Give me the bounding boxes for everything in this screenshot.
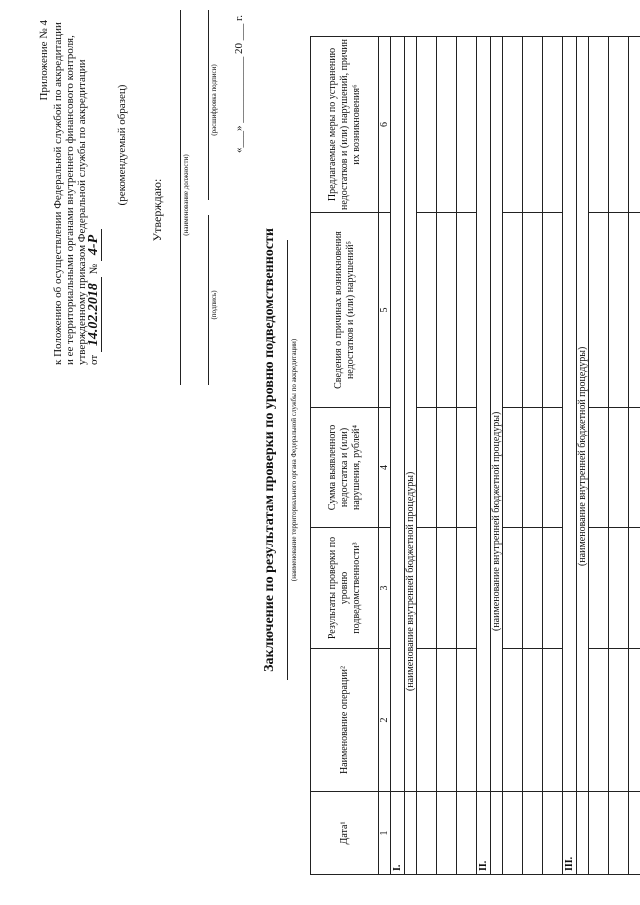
table-cell xyxy=(503,213,523,408)
document-title: Заключение по результатам проверки по уровню подведомственности xyxy=(262,228,277,672)
table-cell xyxy=(589,37,609,213)
table-cell xyxy=(437,213,457,408)
table-cell xyxy=(503,408,523,528)
table-cell xyxy=(629,213,640,408)
signature-caption: (подпись) xyxy=(210,290,218,320)
position-caption: (наименование должности) xyxy=(182,154,190,236)
section-1-caption: (наименование внутренней бюджетной процедуры) xyxy=(405,37,417,792)
table-cell xyxy=(589,408,609,528)
table-row xyxy=(629,37,640,875)
name-caption: (расшифровка подписи) xyxy=(210,64,218,136)
appendix-line-2: и ее территориальными органами внутреннего финансового контроля, xyxy=(64,35,76,365)
table-cell xyxy=(589,792,609,875)
table-cell xyxy=(417,408,437,528)
table-cell xyxy=(457,213,477,408)
col-amount-header: Сумма выявленного недостатка и (или) нарушения, рублей⁴ xyxy=(311,408,379,528)
table-cell xyxy=(457,37,477,213)
table-cell xyxy=(543,528,563,649)
handwritten-number: 4-Р xyxy=(86,229,102,261)
table-cell xyxy=(437,37,457,213)
table-cell xyxy=(417,213,437,408)
approval-title: Утверждаю: xyxy=(150,178,164,242)
table-cell xyxy=(629,792,640,875)
col-number-4: 4 xyxy=(379,408,391,528)
org-caption: (наименование территориального органа Федеральной службы по аккредитации) xyxy=(290,338,298,582)
table-cell xyxy=(629,408,640,528)
table-cell xyxy=(589,528,609,649)
col-results-header: Результаты проверки по уровню подведомственности³ xyxy=(311,528,379,649)
table-cell xyxy=(503,792,523,875)
appendix-line-1: к Положению об осуществлении Федеральной службой по аккредитации xyxy=(52,22,64,365)
signature-line xyxy=(208,215,209,385)
table-row xyxy=(437,37,457,875)
inspection-table xyxy=(310,36,640,875)
table-cell xyxy=(609,792,629,875)
table-cell xyxy=(543,37,563,213)
section-3-caption: (наименование внутренней бюджетной процедуры) xyxy=(577,37,589,792)
table-cell xyxy=(405,792,417,875)
section-2-label: II. xyxy=(477,792,491,875)
section-3-label: III. xyxy=(563,792,577,875)
table-row xyxy=(523,37,543,875)
table-cell xyxy=(523,792,543,875)
col-measures-header: Предлагаемые меры по устранению недостатков и (или) нарушений, причин их возникновения⁶ xyxy=(311,37,379,213)
col-date-header: Дата¹ xyxy=(311,792,379,875)
name-line xyxy=(208,10,209,200)
table-cell xyxy=(589,649,609,792)
table-cell xyxy=(417,37,437,213)
table-cell xyxy=(543,213,563,408)
org-line xyxy=(287,240,288,680)
table-cell xyxy=(543,792,563,875)
col-number-5: 5 xyxy=(379,213,391,408)
section-2-caption: (наименование внутренней бюджетной процедуры) xyxy=(491,37,503,792)
table-cell xyxy=(437,792,457,875)
col-causes-header: Сведения о причинах возникновения недостатков и (или) нарушений⁵ xyxy=(311,213,379,408)
table-cell xyxy=(523,37,543,213)
table-cell xyxy=(523,528,543,649)
table-cell xyxy=(417,792,437,875)
position-line xyxy=(180,10,181,385)
table-row xyxy=(457,37,477,875)
table-cell xyxy=(523,649,543,792)
table-cell xyxy=(589,213,609,408)
table-cell xyxy=(523,213,543,408)
table-cell xyxy=(629,528,640,649)
section-1-label: I. xyxy=(391,792,405,875)
col-number-6: 6 xyxy=(379,37,391,213)
table-cell xyxy=(609,528,629,649)
table-cell xyxy=(437,408,457,528)
table-cell xyxy=(503,37,523,213)
table-cell xyxy=(457,408,477,528)
appendix-text xyxy=(52,20,100,365)
approval-date: «___» ____________ 20 ___ г. xyxy=(233,15,245,154)
col-number-1: 1 xyxy=(379,792,391,875)
table-cell xyxy=(491,792,503,875)
table-cell xyxy=(457,528,477,649)
table-cell xyxy=(629,37,640,213)
table-row xyxy=(417,37,437,875)
table-cell xyxy=(577,792,589,875)
appendix-line-4: от 14.02.2018 № 4-Р xyxy=(88,20,100,365)
col-number-3: 3 xyxy=(379,528,391,649)
table-cell xyxy=(503,649,523,792)
table-cell xyxy=(457,649,477,792)
table-row xyxy=(609,37,629,875)
appendix-line-3: утвержденному приказом Федеральной службы по аккредитации xyxy=(76,59,88,365)
section-1-header xyxy=(391,37,405,792)
table-cell xyxy=(457,792,477,875)
handwritten-date: 14.02.2018 xyxy=(86,277,102,352)
table-cell xyxy=(523,408,543,528)
table-cell xyxy=(543,408,563,528)
table-row xyxy=(503,37,523,875)
table-cell xyxy=(609,649,629,792)
table-cell xyxy=(609,408,629,528)
table-cell xyxy=(437,528,457,649)
table-cell xyxy=(543,649,563,792)
appendix-block xyxy=(38,20,50,365)
table-cell xyxy=(629,649,640,792)
appendix-title: Приложение № 4 xyxy=(38,20,50,101)
sample-note: (рекомендуемый образец) xyxy=(116,84,128,206)
table-cell xyxy=(417,649,437,792)
col-number-2: 2 xyxy=(379,649,391,792)
section-2-header xyxy=(477,37,491,792)
table-row xyxy=(543,37,563,875)
table-cell xyxy=(609,213,629,408)
section-3-header xyxy=(563,37,577,792)
table-cell xyxy=(437,649,457,792)
table-cell xyxy=(417,528,437,649)
table-cell xyxy=(503,528,523,649)
table-row xyxy=(589,37,609,875)
col-operation-header: Наименование операции² xyxy=(311,649,379,792)
table-cell xyxy=(609,37,629,213)
